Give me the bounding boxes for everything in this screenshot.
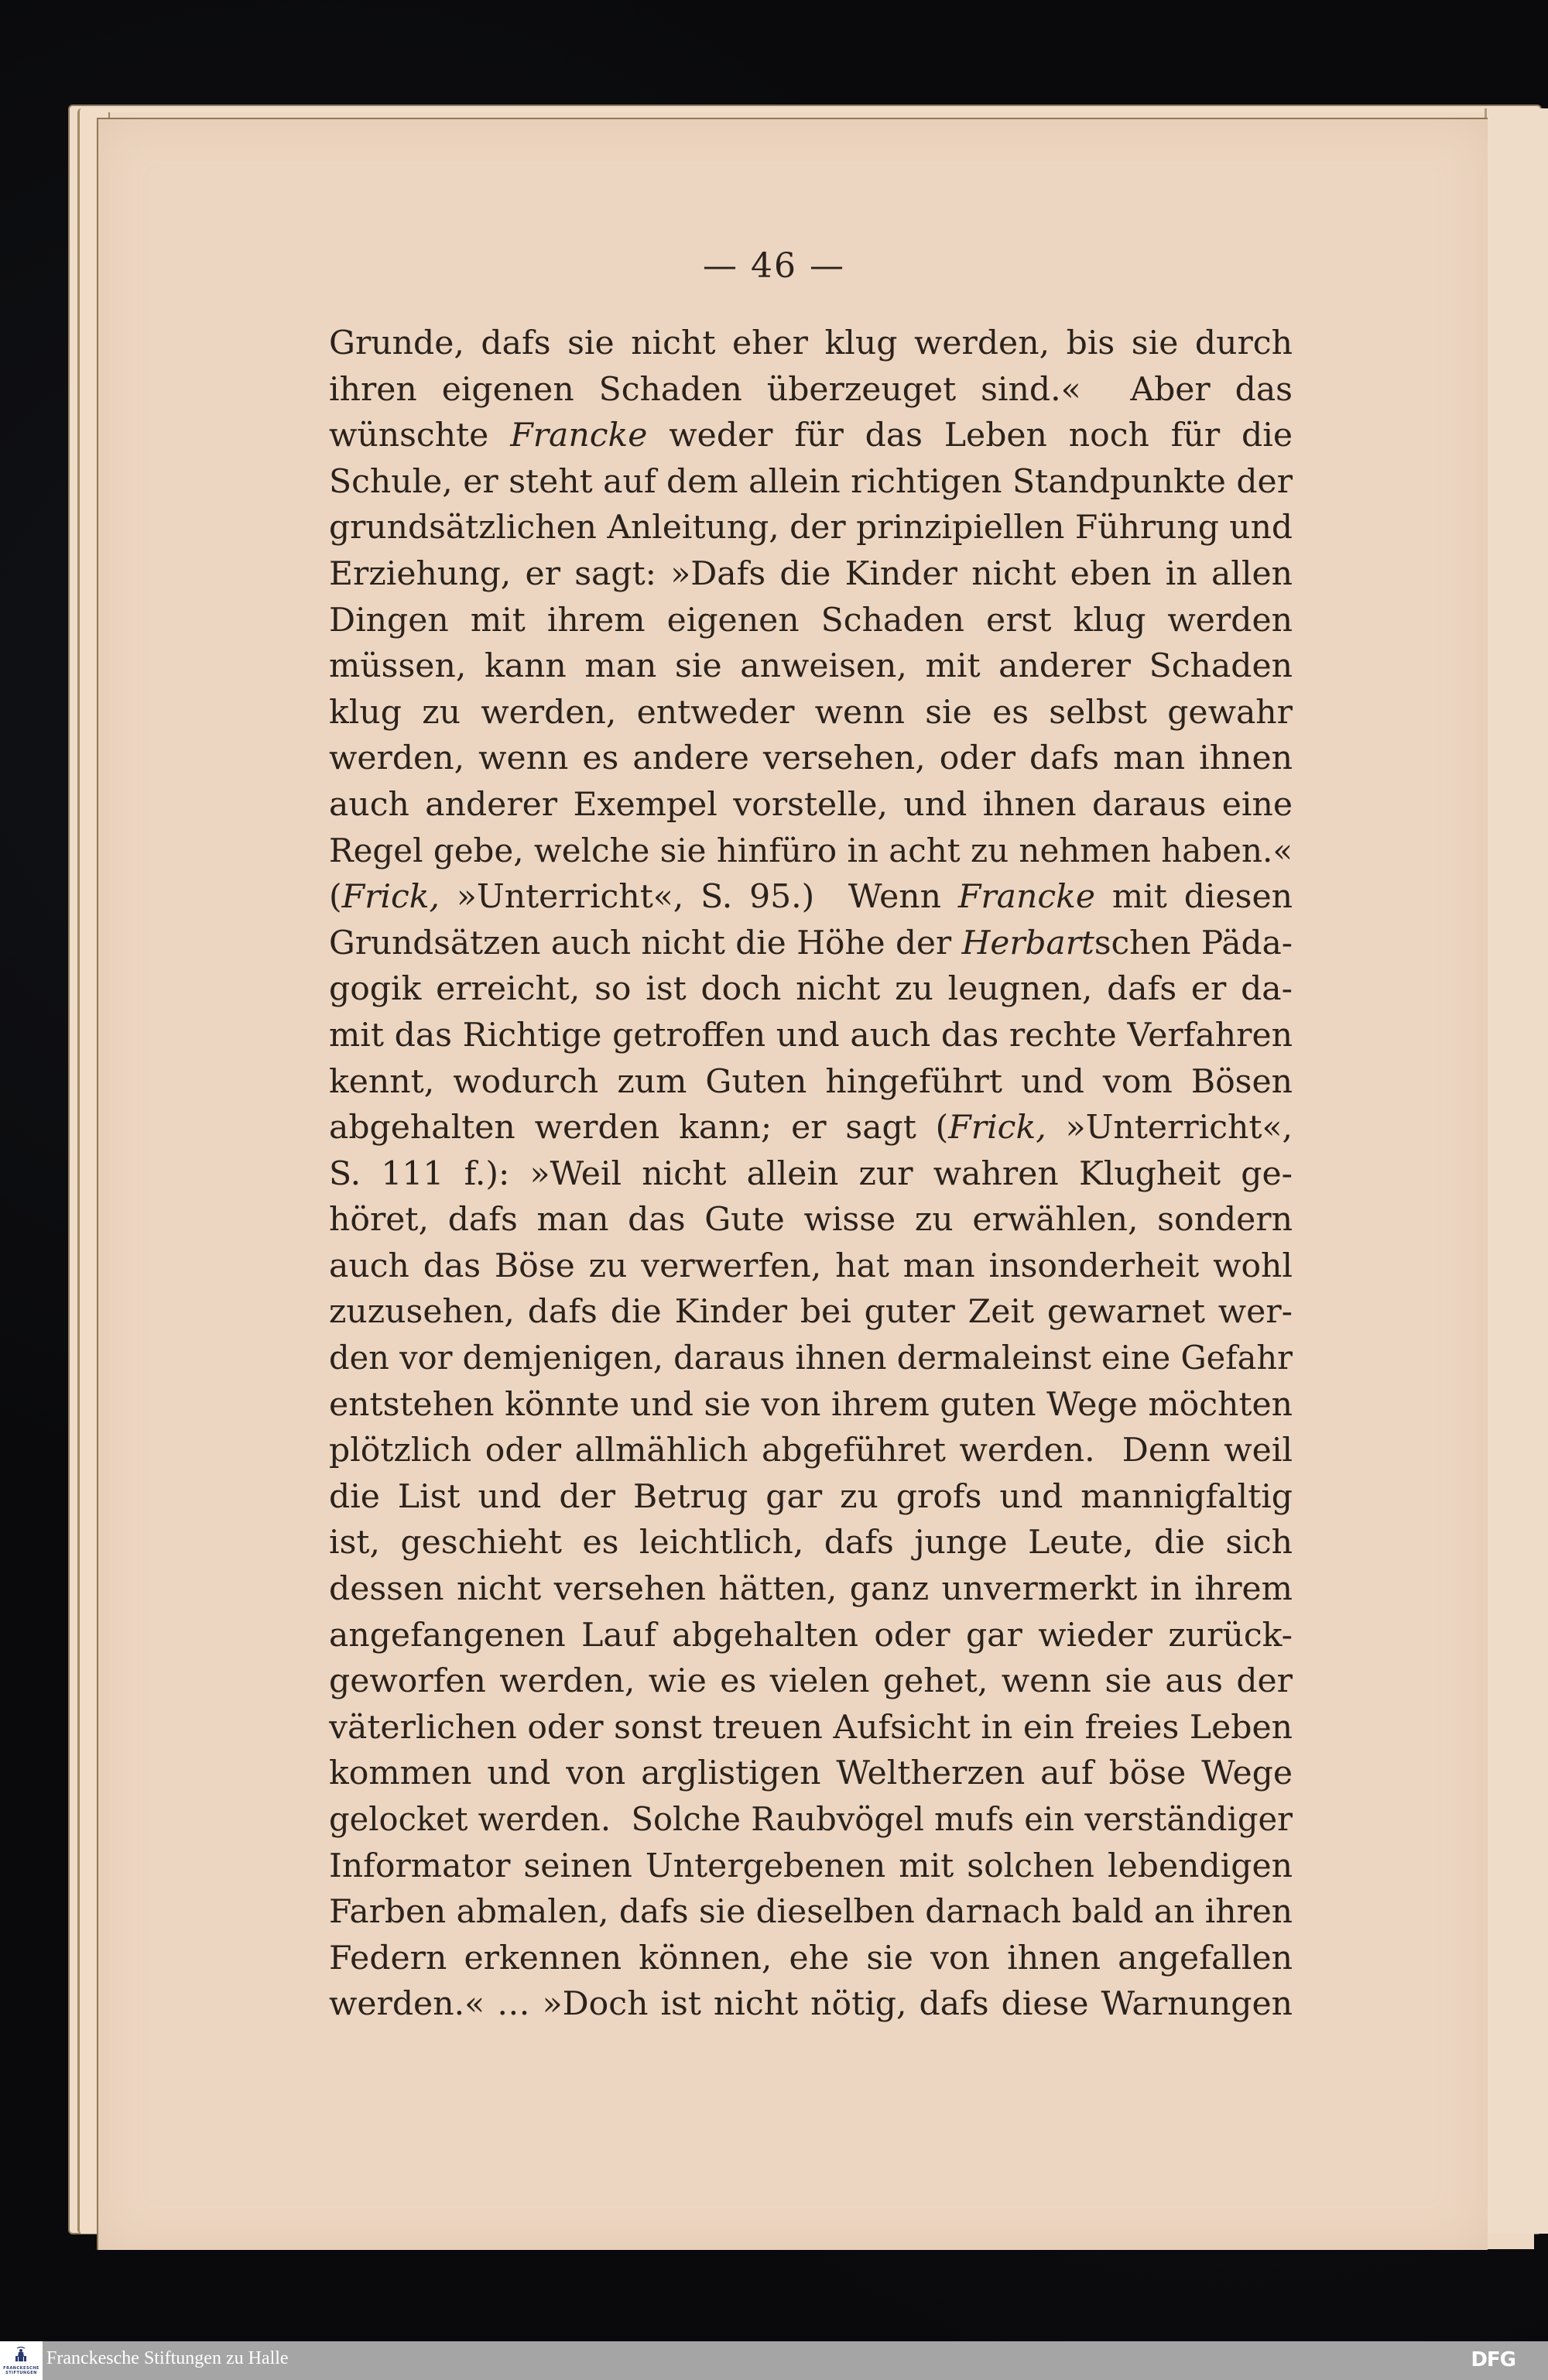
- text-run: gelocket werden. Solche Raubvögel mufs ein verständiger: [329, 1801, 1293, 1839]
- text-run: den vor demjenigen, daraus ihnen dermaleinst eine Gefahr: [329, 1339, 1293, 1378]
- text-run: ihren eigenen Schaden überzeuget sind.« Aber das: [329, 370, 1293, 409]
- text-line: [329, 1797, 1293, 1843]
- text-run: werden, wenn es andere versehen, oder dafs man ihnen: [329, 739, 1293, 778]
- text-line: [329, 1197, 1293, 1243]
- text-line: [329, 1520, 1293, 1566]
- text-line: [329, 413, 1293, 459]
- text-run: Informator seinen Untergebenen mit solchen lebendigen: [329, 1847, 1293, 1885]
- text-line: [329, 1059, 1293, 1106]
- text-line: [329, 505, 1293, 551]
- text-run: kennt, wodurch zum Guten hingeführt und vom Bösen: [329, 1062, 1293, 1101]
- text-run: Grunde, dafs sie nicht eher klug werden, bis sie durch: [329, 324, 1293, 362]
- text-run: entstehen könnte und sie von ihrem guten Wege möchten: [329, 1385, 1293, 1424]
- text-run: mit das Richtige getroffen und auch das rechte Verfahren: [329, 1016, 1293, 1055]
- text-run: auch das Böse zu verwerfen, hat man insonderheit wohl: [329, 1247, 1293, 1285]
- text-run: mit diesen: [1095, 878, 1293, 917]
- text-run: Dingen mit ihrem eigenen Schaden erst klug werden: [329, 601, 1293, 640]
- text-run: plötzlich oder allmählich abgeführet werden. Denn weil: [329, 1432, 1293, 1470]
- logo-text-line1: FRANCKESCHE: [3, 2366, 39, 2371]
- text-run: müssen, kann man sie anweisen, mit anderer Schaden: [329, 647, 1293, 686]
- logo-text-line2: STIFTUNGEN: [5, 2371, 37, 2375]
- text-line: [329, 1566, 1293, 1613]
- text-line: [329, 828, 1293, 875]
- text-run: Regel gebe, welche sie hinfüro in acht zu nehmen haben.«: [329, 832, 1293, 870]
- text-run: weder für das Leben noch für die: [647, 417, 1293, 455]
- text-run: Federn erkennen können, ehe sie von ihnen angefallen: [329, 1939, 1293, 1977]
- italic-name: Francke: [957, 878, 1096, 917]
- text-line: [329, 921, 1293, 967]
- logo-text: [2, 2366, 41, 2375]
- text-run: wünschte: [329, 417, 511, 455]
- italic-name: Herbart: [961, 924, 1094, 962]
- footer-bar: [0, 2341, 1548, 2380]
- text-run: kommen und von arglistigen Weltherzen auf böse Wege: [329, 1754, 1293, 1793]
- text-line: [329, 1889, 1293, 1936]
- text-line: [329, 1336, 1293, 1382]
- text-line: [329, 1382, 1293, 1428]
- text-run: ist, geschieht es leichtlich, dafs junge Leute, die sich: [329, 1524, 1293, 1562]
- facing-page-edge: [1485, 108, 1548, 2234]
- text-line: [329, 1474, 1293, 1521]
- text-line: [329, 1658, 1293, 1705]
- text-run: »Unterricht«,: [1046, 1109, 1293, 1147]
- institution-name[interactable]: Franckesche Stiftungen zu Halle: [46, 2348, 289, 2368]
- text-line: [329, 551, 1293, 598]
- text-run: geworfen werden, wie es vielen gehet, wenn sie aus der: [329, 1662, 1293, 1701]
- text-run: Schule, er steht auf dem allein richtigen Standpunkte der: [329, 462, 1293, 501]
- text-line: [329, 1013, 1293, 1059]
- text-run: zuzusehen, dafs die Kinder bei guter Zeit gewarnet wer-: [329, 1293, 1293, 1332]
- body-text: [329, 321, 1293, 2028]
- text-run: schen Päda-: [1094, 924, 1293, 962]
- text-line: [329, 459, 1293, 506]
- institution-logo[interactable]: [0, 2341, 43, 2380]
- text-line: [329, 367, 1293, 413]
- text-line: [329, 966, 1293, 1013]
- text-line: [329, 874, 1293, 921]
- text-run: (: [329, 878, 342, 917]
- text-line: [329, 1936, 1293, 1982]
- text-run: klug zu werden, entweder wenn sie es selbst gewahr: [329, 693, 1293, 732]
- text-line: [329, 736, 1293, 782]
- text-line: [329, 1428, 1293, 1474]
- text-run: angefangenen Lauf abgehalten oder gar wieder zurück-: [329, 1616, 1293, 1655]
- text-run: werden.« … »Doch ist nicht nötig, dafs diese Warnungen: [329, 1985, 1293, 2024]
- text-run: grundsätzlichen Anleitung, der prinzipiellen Führung und: [329, 509, 1293, 547]
- text-line: [329, 1105, 1293, 1151]
- italic-name: Francke: [510, 417, 648, 455]
- text-run: abgehalten werden kann; er sagt (: [329, 1109, 949, 1147]
- text-line: [329, 1981, 1293, 2028]
- text-line: [329, 1751, 1293, 1797]
- text-run: Erziehung, er sagt: »Dafs die Kinder nicht eben in allen: [329, 554, 1293, 593]
- italic-name: Frick,: [948, 1109, 1046, 1147]
- text-line: [329, 1289, 1293, 1336]
- page-number: — 46 —: [703, 246, 845, 286]
- text-line: [329, 1705, 1293, 1751]
- text-run: »Unterricht«, S. 95.) Wenn: [440, 878, 958, 917]
- text-line: [329, 598, 1293, 644]
- text-run: dessen nicht versehen hätten, ganz unvermerkt in ihrem: [329, 1570, 1293, 1609]
- text-line: [329, 690, 1293, 736]
- text-run: höret, dafs man das Gute wisse zu erwählen, sondern: [329, 1201, 1293, 1240]
- text-run: S. 111 f.): »Weil nicht allein zur wahren Klugheit ge-: [329, 1154, 1293, 1193]
- text-line: [329, 1843, 1293, 1890]
- text-line: [329, 1243, 1293, 1290]
- text-run: gogik erreicht, so ist doch nicht zu leugnen, dafs er da-: [329, 970, 1293, 1009]
- text-run: Farben abmalen, dafs sie dieselben darnach bald an ihren: [329, 1893, 1293, 1932]
- italic-name: Frick,: [341, 878, 440, 917]
- text-line: [329, 321, 1293, 367]
- text-line: [329, 1151, 1293, 1198]
- dfg-logo[interactable]: DFG: [1471, 2348, 1515, 2371]
- text-run: auch anderer Exempel vorstelle, und ihnen daraus eine: [329, 785, 1293, 824]
- text-run: väterlichen oder sonst treuen Aufsicht in ein freies Leben: [329, 1708, 1293, 1747]
- text-line: [329, 643, 1293, 690]
- text-line: [329, 1613, 1293, 1659]
- text-run: die List und der Betrug gar zu grofs und mannigfaltig: [329, 1477, 1293, 1516]
- orphanage-statue-icon: [15, 2346, 27, 2363]
- text-run: Grundsätzen auch nicht die Höhe der: [329, 924, 962, 962]
- text-line: [329, 782, 1293, 828]
